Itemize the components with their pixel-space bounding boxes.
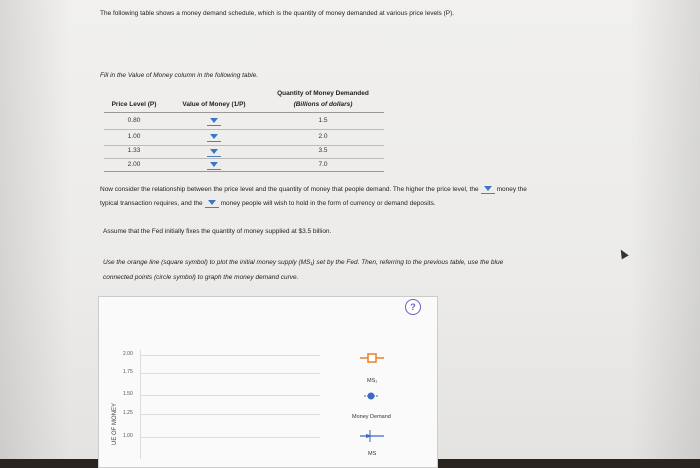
y-axis-line <box>140 350 141 459</box>
y-tick-label: 1.25 <box>123 410 133 416</box>
value-of-money-dropdown[interactable] <box>207 160 221 170</box>
row-divider <box>104 145 384 146</box>
qty-header-line2: (Billions of dollars) <box>293 101 353 108</box>
gridline <box>140 355 320 356</box>
price-level-header: Price Level (P) <box>111 101 157 108</box>
row-divider <box>104 129 384 130</box>
y-tick-label: 2.00 <box>123 351 133 357</box>
graph-instruction-line1: Use the orange line (square symbol) to plot the initial money supply (MS₁) set by the Fed. Then, referring to the previous table, use the blue <box>103 259 504 266</box>
legend-ms2-label: MS <box>368 451 377 457</box>
y-axis-label: UE OF MONEY <box>112 402 118 445</box>
table-header-rule <box>104 112 384 113</box>
value-of-money-dropdown[interactable] <box>207 116 221 126</box>
money-held-dropdown[interactable] <box>205 199 219 208</box>
relationship-line2 <box>100 199 436 208</box>
value-of-money-header: Value of Money (1/P) <box>182 101 246 108</box>
qty-header-line1: Quantity of Money Demanded <box>277 90 369 97</box>
gridline <box>140 437 320 438</box>
y-tick-label: 1.00 <box>123 433 133 439</box>
relationship-text-part3: typical transaction requires, and the <box>100 200 203 208</box>
ms1-tool-icon[interactable] <box>360 352 384 364</box>
qty-cell: 3.5 <box>318 147 328 154</box>
relationship-text-part4: money people will wish to hold in the form of currency or demand deposits. <box>220 200 436 208</box>
help-icon[interactable]: ? <box>405 299 421 315</box>
graph-panel[interactable] <box>98 296 438 468</box>
relationship-line1 <box>100 185 527 194</box>
price-cell: 2.00 <box>127 161 141 168</box>
price-cell: 1.00 <box>127 133 141 140</box>
assumption-text: Assume that the Fed initially fixes the quantity of money supplied at $3.5 billion. <box>103 228 332 235</box>
table-instruction: Fill in the Value of Money column in the following table. <box>100 72 259 79</box>
graph-instruction-line2: connected points (circle symbol) to graph the money demand curve. <box>103 274 299 281</box>
relationship-text-part2: money the <box>496 186 527 194</box>
relationship-text-part1: Now consider the relationship between the price level and the quantity of money that people demand. The higher the price level, the <box>100 186 479 194</box>
legend-money-demand-label: Money Demand <box>352 414 391 420</box>
legend-ms1-label: MS₁ <box>367 378 378 384</box>
vignette-right <box>630 0 700 459</box>
qty-cell: 7.0 <box>318 161 328 168</box>
qty-cell: 2.0 <box>318 133 328 140</box>
qty-cell: 1.5 <box>318 117 328 124</box>
gridline <box>140 373 320 374</box>
ms2-tool-icon[interactable] <box>360 430 384 442</box>
price-cell: 1.33 <box>127 147 141 154</box>
value-of-money-dropdown[interactable] <box>207 132 221 142</box>
table-bottom-rule <box>104 171 384 172</box>
vignette-left <box>0 0 70 459</box>
y-tick-label: 1.50 <box>123 391 133 397</box>
money-demand-tool-icon[interactable] <box>364 391 378 401</box>
row-divider <box>104 158 384 159</box>
price-level-effect-dropdown[interactable] <box>481 185 495 194</box>
price-cell: 0.80 <box>127 117 141 124</box>
intro-text: The following table shows a money demand schedule, which is the quantity of money demanded at various price levels (P). <box>100 10 455 17</box>
gridline <box>140 395 320 396</box>
gridline <box>140 414 320 415</box>
y-tick-label: 1.75 <box>123 369 133 375</box>
value-of-money-dropdown[interactable] <box>207 147 221 157</box>
